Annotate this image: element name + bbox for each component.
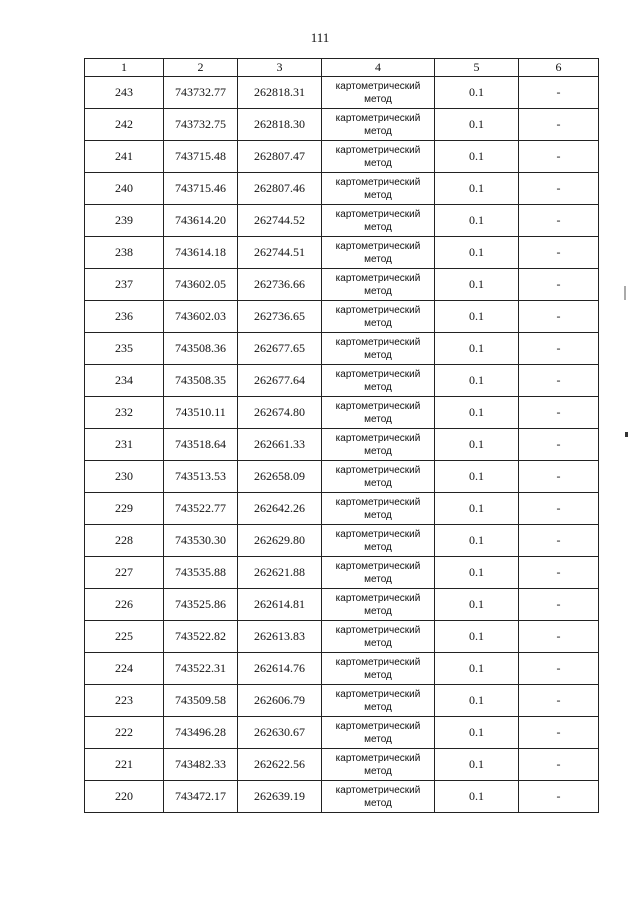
note-cell: - — [519, 141, 599, 173]
method-text: картометрический — [335, 592, 421, 604]
method-text: картометрический — [335, 80, 421, 92]
column-header: 4 — [322, 59, 435, 77]
y-coordinate-cell: 262807.46 — [238, 173, 322, 205]
point-number-cell: 225 — [85, 621, 164, 653]
note-cell: - — [519, 461, 599, 493]
x-coordinate-cell: 743602.05 — [164, 269, 238, 301]
point-number-cell: 221 — [85, 749, 164, 781]
method-text: картометрический — [335, 560, 421, 572]
point-number-cell: 240 — [85, 173, 164, 205]
method-text: метод — [364, 765, 392, 777]
note-cell: - — [519, 77, 599, 109]
method-text: метод — [364, 637, 392, 649]
table-row — [85, 781, 599, 813]
table-row — [85, 109, 599, 141]
method-text: картометрический — [335, 464, 421, 476]
method-text: картометрический — [335, 784, 421, 796]
x-coordinate-cell: 743525.86 — [164, 589, 238, 621]
table-row — [85, 141, 599, 173]
point-number-cell: 237 — [85, 269, 164, 301]
method-text: метод — [364, 733, 392, 745]
method-text: метод — [364, 797, 392, 809]
y-coordinate-cell: 262613.83 — [238, 621, 322, 653]
method-cell — [322, 109, 435, 141]
accuracy-cell: 0.1 — [435, 77, 519, 109]
scan-artifact — [625, 432, 628, 437]
note-cell: - — [519, 333, 599, 365]
accuracy-cell: 0.1 — [435, 461, 519, 493]
x-coordinate-cell: 743715.48 — [164, 141, 238, 173]
accuracy-cell: 0.1 — [435, 301, 519, 333]
method-text: метод — [364, 701, 392, 713]
accuracy-cell: 0.1 — [435, 141, 519, 173]
point-number-cell: 236 — [85, 301, 164, 333]
x-coordinate-cell: 743535.88 — [164, 557, 238, 589]
method-cell — [322, 461, 435, 493]
method-text: картометрический — [335, 496, 421, 508]
x-coordinate-cell: 743472.17 — [164, 781, 238, 813]
accuracy-cell: 0.1 — [435, 685, 519, 717]
table-row — [85, 205, 599, 237]
method-cell — [322, 525, 435, 557]
table-body — [85, 77, 599, 813]
accuracy-cell: 0.1 — [435, 173, 519, 205]
method-text: картометрический — [335, 272, 421, 284]
x-coordinate-cell: 743508.36 — [164, 333, 238, 365]
table-header-row — [85, 59, 599, 77]
table-row — [85, 397, 599, 429]
table-row — [85, 557, 599, 589]
note-cell: - — [519, 653, 599, 685]
method-text: картометрический — [335, 112, 421, 124]
y-coordinate-cell: 262614.76 — [238, 653, 322, 685]
point-number-cell: 231 — [85, 429, 164, 461]
column-header: 1 — [85, 59, 164, 77]
accuracy-cell: 0.1 — [435, 749, 519, 781]
point-number-cell: 238 — [85, 237, 164, 269]
x-coordinate-cell: 743614.18 — [164, 237, 238, 269]
point-number-cell: 223 — [85, 685, 164, 717]
method-text: метод — [364, 93, 392, 105]
method-cell — [322, 781, 435, 813]
accuracy-cell: 0.1 — [435, 269, 519, 301]
table-row — [85, 653, 599, 685]
table-row — [85, 77, 599, 109]
method-cell — [322, 685, 435, 717]
point-number-cell: 226 — [85, 589, 164, 621]
point-number-cell: 242 — [85, 109, 164, 141]
y-coordinate-cell: 262818.31 — [238, 77, 322, 109]
table-row — [85, 525, 599, 557]
column-header: 5 — [435, 59, 519, 77]
method-cell — [322, 429, 435, 461]
note-cell: - — [519, 525, 599, 557]
note-cell: - — [519, 301, 599, 333]
note-cell: - — [519, 237, 599, 269]
y-coordinate-cell: 262629.80 — [238, 525, 322, 557]
y-coordinate-cell: 262677.64 — [238, 365, 322, 397]
method-text: картометрический — [335, 368, 421, 380]
method-text: картометрический — [335, 144, 421, 156]
method-text: метод — [364, 189, 392, 201]
x-coordinate-cell: 743732.77 — [164, 77, 238, 109]
method-cell — [322, 653, 435, 685]
y-coordinate-cell: 262614.81 — [238, 589, 322, 621]
x-coordinate-cell: 743614.20 — [164, 205, 238, 237]
page-number: 111 — [310, 30, 330, 45]
y-coordinate-cell: 262736.66 — [238, 269, 322, 301]
y-coordinate-cell: 262606.79 — [238, 685, 322, 717]
x-coordinate-cell: 743510.11 — [164, 397, 238, 429]
note-cell: - — [519, 685, 599, 717]
x-coordinate-cell: 743522.82 — [164, 621, 238, 653]
note-cell: - — [519, 493, 599, 525]
method-text: метод — [364, 669, 392, 681]
y-coordinate-cell: 262744.52 — [238, 205, 322, 237]
table-row — [85, 717, 599, 749]
x-coordinate-cell: 743602.03 — [164, 301, 238, 333]
accuracy-cell: 0.1 — [435, 429, 519, 461]
x-coordinate-cell: 743530.30 — [164, 525, 238, 557]
table-row — [85, 493, 599, 525]
method-text: картометрический — [335, 624, 421, 636]
table-row — [85, 461, 599, 493]
column-header: 6 — [519, 59, 599, 77]
method-text: картометрический — [335, 400, 421, 412]
note-cell: - — [519, 205, 599, 237]
note-cell: - — [519, 397, 599, 429]
coordinates-table — [84, 58, 599, 813]
method-text: метод — [364, 349, 392, 361]
y-coordinate-cell: 262630.67 — [238, 717, 322, 749]
note-cell: - — [519, 589, 599, 621]
y-coordinate-cell: 262622.56 — [238, 749, 322, 781]
method-cell — [322, 269, 435, 301]
method-text: картометрический — [335, 720, 421, 732]
accuracy-cell: 0.1 — [435, 621, 519, 653]
point-number-cell: 224 — [85, 653, 164, 685]
table-row — [85, 685, 599, 717]
x-coordinate-cell: 743522.31 — [164, 653, 238, 685]
method-cell — [322, 365, 435, 397]
note-cell: - — [519, 109, 599, 141]
point-number-cell: 222 — [85, 717, 164, 749]
note-cell: - — [519, 717, 599, 749]
method-text: картометрический — [335, 688, 421, 700]
accuracy-cell: 0.1 — [435, 781, 519, 813]
method-text: метод — [364, 125, 392, 137]
table-row — [85, 429, 599, 461]
method-text: метод — [364, 445, 392, 457]
x-coordinate-cell: 743482.33 — [164, 749, 238, 781]
y-coordinate-cell: 262744.51 — [238, 237, 322, 269]
accuracy-cell: 0.1 — [435, 109, 519, 141]
accuracy-cell: 0.1 — [435, 653, 519, 685]
note-cell: - — [519, 269, 599, 301]
accuracy-cell: 0.1 — [435, 717, 519, 749]
y-coordinate-cell: 262736.65 — [238, 301, 322, 333]
method-text: метод — [364, 285, 392, 297]
method-text: метод — [364, 605, 392, 617]
method-cell — [322, 397, 435, 429]
table-row — [85, 269, 599, 301]
method-cell — [322, 141, 435, 173]
accuracy-cell: 0.1 — [435, 557, 519, 589]
method-cell — [322, 237, 435, 269]
y-coordinate-cell: 262661.33 — [238, 429, 322, 461]
note-cell: - — [519, 557, 599, 589]
y-coordinate-cell: 262807.47 — [238, 141, 322, 173]
point-number-cell: 234 — [85, 365, 164, 397]
method-cell — [322, 493, 435, 525]
column-header: 2 — [164, 59, 238, 77]
method-cell — [322, 333, 435, 365]
method-text: картометрический — [335, 656, 421, 668]
method-cell — [322, 301, 435, 333]
method-text: метод — [364, 541, 392, 553]
method-cell — [322, 557, 435, 589]
point-number-cell: 229 — [85, 493, 164, 525]
table-row — [85, 237, 599, 269]
method-cell — [322, 749, 435, 781]
method-text: картометрический — [335, 752, 421, 764]
note-cell: - — [519, 781, 599, 813]
x-coordinate-cell: 743509.58 — [164, 685, 238, 717]
point-number-cell: 228 — [85, 525, 164, 557]
method-text: метод — [364, 253, 392, 265]
note-cell: - — [519, 429, 599, 461]
point-number-cell: 235 — [85, 333, 164, 365]
y-coordinate-cell: 262677.65 — [238, 333, 322, 365]
column-header: 3 — [238, 59, 322, 77]
note-cell: - — [519, 173, 599, 205]
point-number-cell: 232 — [85, 397, 164, 429]
note-cell: - — [519, 749, 599, 781]
method-text: картометрический — [335, 304, 421, 316]
point-number-cell: 239 — [85, 205, 164, 237]
method-cell — [322, 173, 435, 205]
method-text: картометрический — [335, 336, 421, 348]
x-coordinate-cell: 743496.28 — [164, 717, 238, 749]
table-row — [85, 621, 599, 653]
point-number-cell: 241 — [85, 141, 164, 173]
x-coordinate-cell: 743732.75 — [164, 109, 238, 141]
y-coordinate-cell: 262674.80 — [238, 397, 322, 429]
accuracy-cell: 0.1 — [435, 333, 519, 365]
x-coordinate-cell: 743508.35 — [164, 365, 238, 397]
method-text: картометрический — [335, 240, 421, 252]
method-text: картометрический — [335, 208, 421, 220]
accuracy-cell: 0.1 — [435, 205, 519, 237]
accuracy-cell: 0.1 — [435, 237, 519, 269]
method-text: метод — [364, 509, 392, 521]
method-text: метод — [364, 573, 392, 585]
y-coordinate-cell: 262818.30 — [238, 109, 322, 141]
y-coordinate-cell: 262642.26 — [238, 493, 322, 525]
note-cell: - — [519, 621, 599, 653]
table-row — [85, 749, 599, 781]
x-coordinate-cell: 743522.77 — [164, 493, 238, 525]
x-coordinate-cell: 743518.64 — [164, 429, 238, 461]
y-coordinate-cell: 262639.19 — [238, 781, 322, 813]
method-cell — [322, 589, 435, 621]
table-row — [85, 173, 599, 205]
method-text: метод — [364, 221, 392, 233]
point-number-cell: 230 — [85, 461, 164, 493]
point-number-cell: 220 — [85, 781, 164, 813]
method-text: картометрический — [335, 176, 421, 188]
accuracy-cell: 0.1 — [435, 397, 519, 429]
accuracy-cell: 0.1 — [435, 493, 519, 525]
table-row — [85, 365, 599, 397]
method-text: метод — [364, 317, 392, 329]
method-text: картометрический — [335, 432, 421, 444]
method-text: метод — [364, 413, 392, 425]
method-cell — [322, 717, 435, 749]
y-coordinate-cell: 262658.09 — [238, 461, 322, 493]
method-cell — [322, 205, 435, 237]
x-coordinate-cell: 743715.46 — [164, 173, 238, 205]
method-cell — [322, 621, 435, 653]
method-text: метод — [364, 477, 392, 489]
method-cell — [322, 77, 435, 109]
note-cell: - — [519, 365, 599, 397]
accuracy-cell: 0.1 — [435, 365, 519, 397]
method-text: картометрический — [335, 528, 421, 540]
scan-artifact — [624, 286, 626, 300]
y-coordinate-cell: 262621.88 — [238, 557, 322, 589]
table-row — [85, 301, 599, 333]
accuracy-cell: 0.1 — [435, 525, 519, 557]
accuracy-cell: 0.1 — [435, 589, 519, 621]
method-text: метод — [364, 381, 392, 393]
method-text: метод — [364, 157, 392, 169]
point-number-cell: 227 — [85, 557, 164, 589]
point-number-cell: 243 — [85, 77, 164, 109]
table-row — [85, 589, 599, 621]
x-coordinate-cell: 743513.53 — [164, 461, 238, 493]
table-row — [85, 333, 599, 365]
